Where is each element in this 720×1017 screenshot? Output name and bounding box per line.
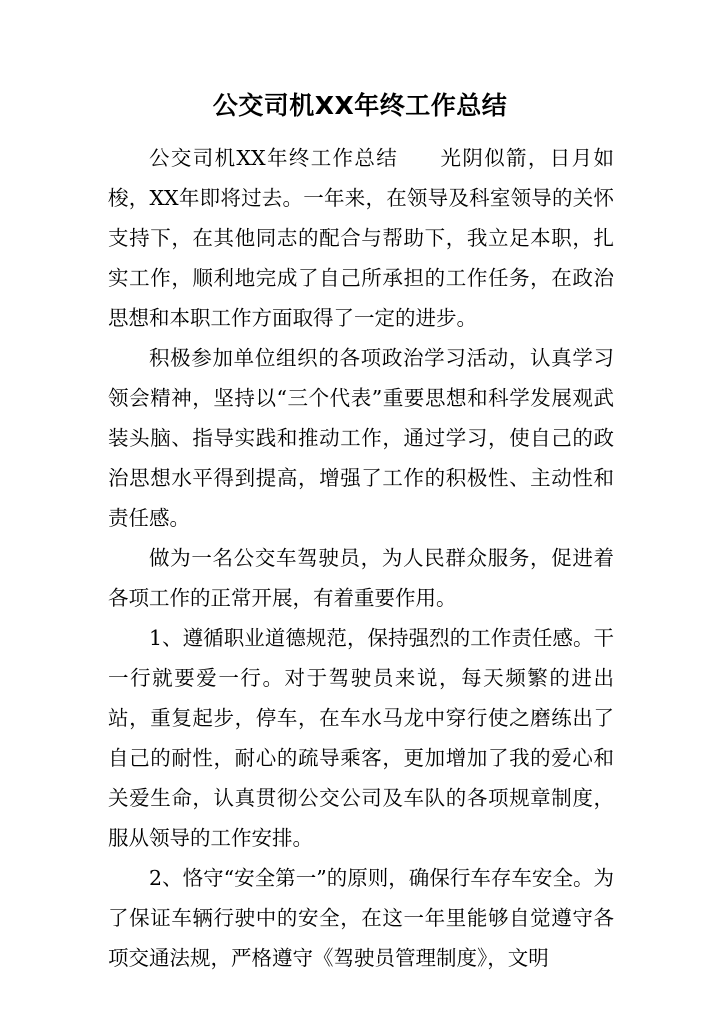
paragraph-5: 2、恪守“安全第一”的原则，确保行车存车安全。为了保证车辆行驶中的安全，在这一年里能够自觉遵守各项交通法规，严格遵守《驾驶员管理制度》，文明 [108,866,614,970]
paragraph-2: 积极参加单位组织的各项政治学习活动，认真学习领会精神，坚持以“三个代表”重要思想和科学发展观武装头脑、指导实践和推动工作，通过学习，使自己的政治思想水平得到提高，增强了工作的积极性、主动性和责任感。 [108,346,614,530]
paragraph-1-text: 光阴似箭，日月如梭，XX年即将过去。一年来，在领导及科室领导的关怀支持下，在其他同志的配合与帮助下，我立足本职，扎实工作，顺利地完成了自己所承担的工作任务，在政治思想和本职工作方面取得了一定的进步。 [108,146,614,330]
paragraph-1 [108,138,614,338]
paragraph-4: 1、遵循职业道德规范，保持强烈的工作责任感。干一行就要爱一行。对于驾驶员来说，每天频繁的进出站，重复起步，停车，在车水马龙中穿行使之磨练出了自己的耐性，耐心的疏导乘客，更加增加了我的爱心和关爱生命，认真贯彻公交公司及车队的各项规章制度，服从领导的工作安排。 [108,626,614,850]
paragraph-3: 做为一名公交车驾驶员，为人民群众服务，促进着各项工作的正常开展，有着重要作用。 [108,546,614,610]
intro-lead: 公交司机XX年终工作总结 [149,146,399,170]
document-title: 公交司机XX年终工作总结 [212,91,508,120]
document-body [108,138,614,978]
